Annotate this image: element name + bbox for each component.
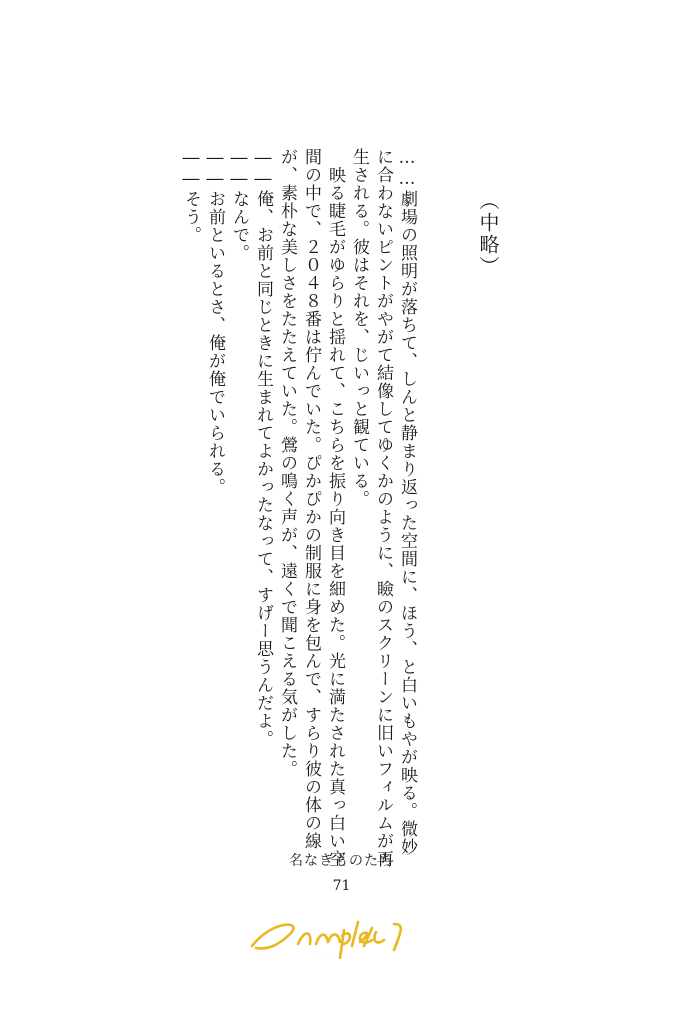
text-line-8: ――なんで。 [229,148,249,262]
page-number: 71 [332,878,351,894]
text-line-6: が、素朴な美しさをたたえていた。鶯の鳴く声が、遠くで聞こえる気がした。 [277,148,297,778]
text-line-5: 間の中で、２０４８番は佇んでいた。ぴかぴかの制服に身を包んで、すらり彼の体の線 [301,148,321,850]
text-line-1: ……劇場の照明が落ちて、しんと静まり返った空間に、ほう、と白いもやが映る。微妙 [397,148,417,856]
text-line-7: ――俺、お前と同じときに生まれてよかったなって、すげー思うんだよ。 [253,148,273,748]
text-line-2: に合わないピントがやがて結像してゆくかのように、瞼のスクリーンに旧いフィルムが再 [373,148,393,868]
text-line-10: ――そう。 [181,148,201,244]
text-line-4: 映る睫毛がゆらりと揺れて、こちらを振り向き目を細めた。光に満たされた真っ白い空 [325,148,345,868]
heading: （中略） [476,190,500,278]
footer-title: 名なきものたち [289,853,394,869]
watermark-text [313,951,345,958]
text-line-9: ――お前といるとさ、俺が俺でいられる。 [205,148,225,496]
text-line-3: 生される。彼はそれを、じいっと観ている。 [349,148,369,508]
sample-watermark-icon [244,900,414,960]
